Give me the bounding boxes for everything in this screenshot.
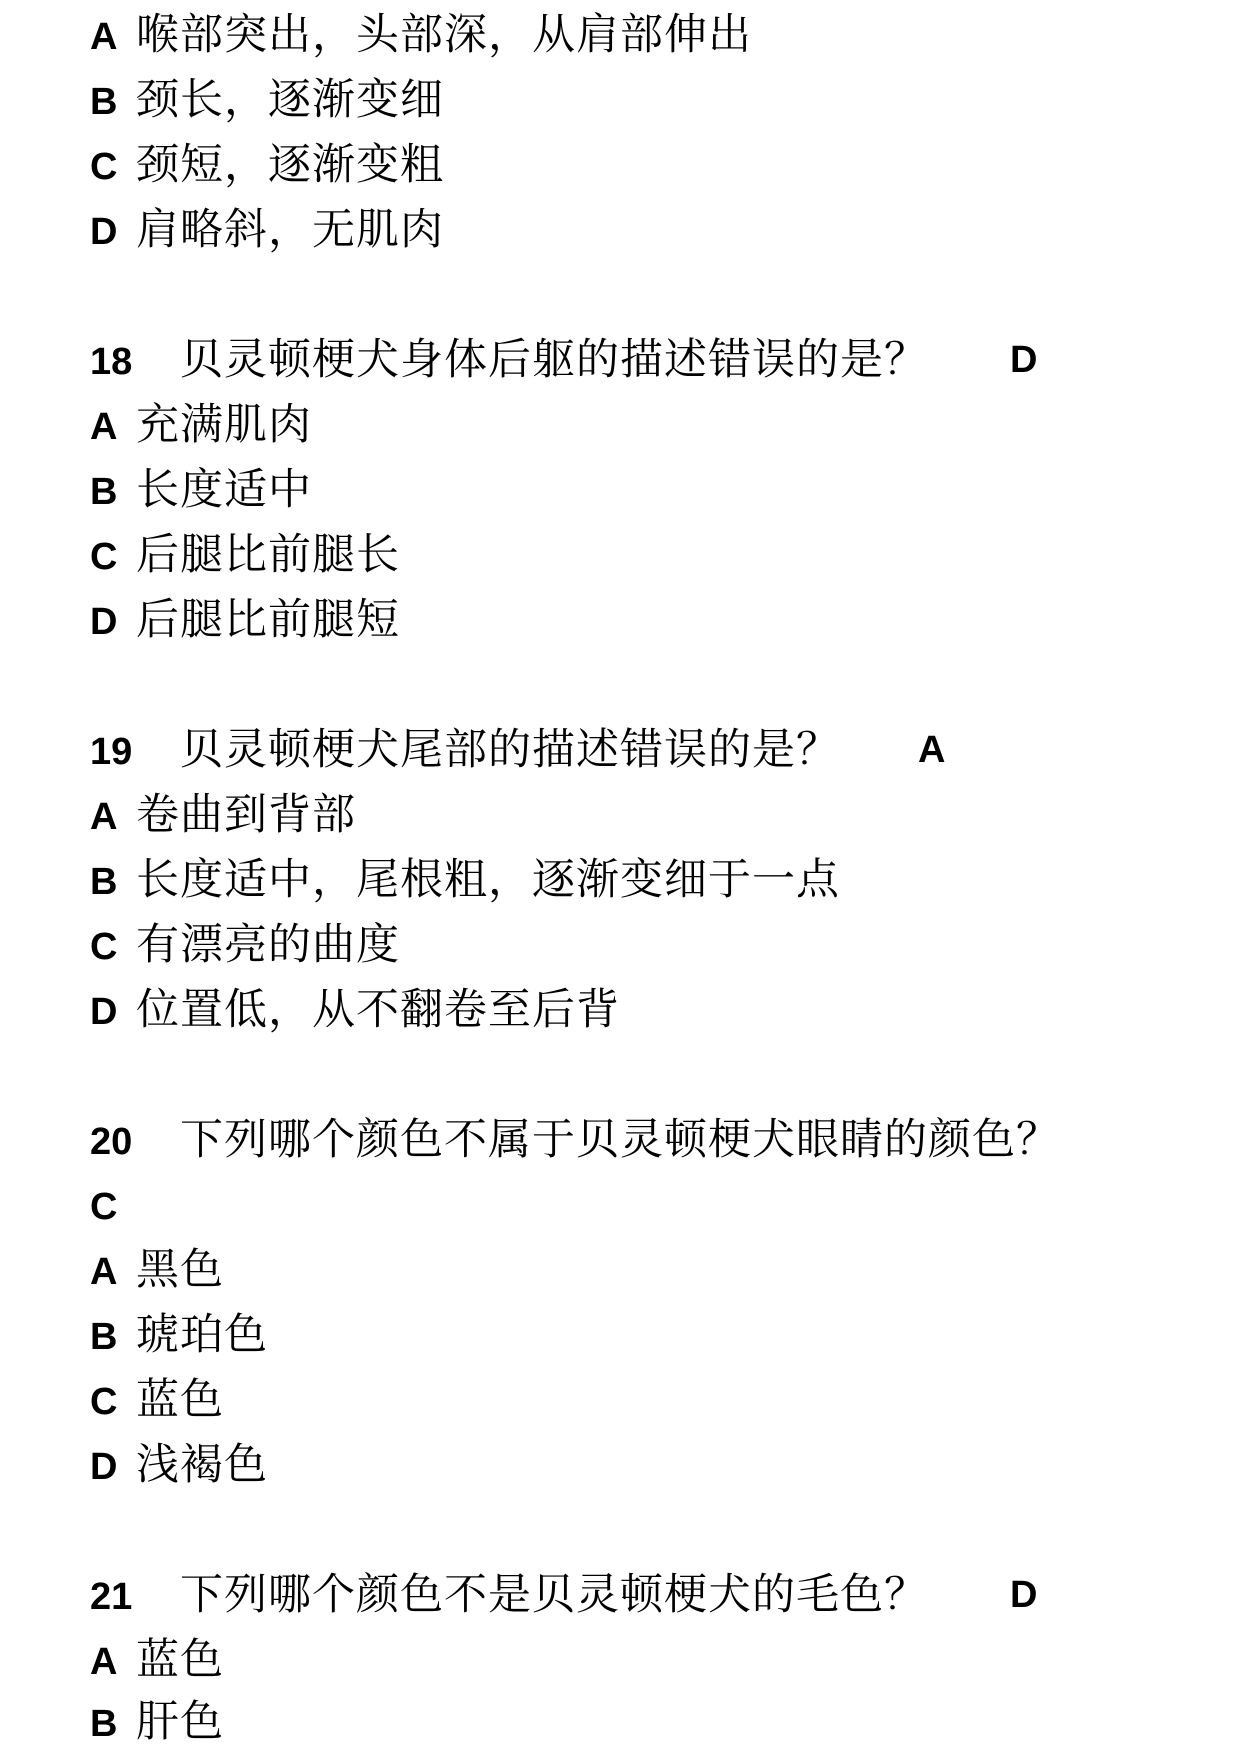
q19-option-a (90, 785, 356, 845)
answer-key: D (1010, 1574, 1038, 1616)
option-letter: D (90, 991, 118, 1033)
option-text: 颈短，逐渐变粗 (136, 140, 444, 190)
option-text: 后腿比前腿短 (136, 595, 400, 645)
option-text: 长度适中，尾根粗，逐渐变细于一点 (136, 855, 840, 905)
option-letter: B (90, 81, 118, 123)
question-number: 21 (90, 1576, 133, 1618)
q20-question (90, 1110, 1060, 1170)
option-letter: D (90, 1446, 118, 1488)
option-letter: A (90, 16, 118, 58)
option-text: 浅褐色 (136, 1440, 268, 1490)
option-text: 琥珀色 (136, 1310, 268, 1360)
q18-option-c (90, 525, 400, 585)
option-letter: A (90, 406, 118, 448)
option-letter: A (90, 1641, 118, 1683)
q17-option-d (90, 200, 444, 260)
option-letter: C (90, 146, 118, 188)
q17-option-a (90, 5, 752, 65)
q20-option-a (90, 1240, 224, 1300)
q20-option-d (90, 1435, 268, 1495)
q21-option-b (90, 1692, 224, 1752)
question-text: 下列哪个颜色不属于贝灵顿梗犬眼睛的颜色？ (180, 1115, 1060, 1165)
option-letter: B (90, 861, 118, 903)
option-letter: C (90, 926, 118, 968)
option-text: 蓝色 (136, 1375, 224, 1425)
q20-answer-line (90, 1175, 136, 1235)
question-text: 下列哪个颜色不是贝灵顿梗犬的毛色？ (180, 1570, 928, 1620)
question-text: 贝灵顿梗犬尾部的描述错误的是？ (180, 725, 840, 775)
q19-option-b (90, 850, 840, 910)
option-text: 后腿比前腿长 (136, 530, 400, 580)
q17-option-c (90, 135, 444, 195)
option-letter: B (90, 1703, 118, 1745)
question-text: 贝灵顿梗犬身体后躯的描述错误的是？ (180, 335, 928, 385)
question-number: 20 (90, 1121, 133, 1163)
question-number: 18 (90, 341, 133, 383)
option-letter: B (90, 471, 118, 513)
q19-option-d (90, 980, 620, 1040)
option-text: 蓝色 (136, 1635, 224, 1685)
option-text: 黑色 (136, 1245, 224, 1295)
q17-option-b (90, 70, 444, 130)
option-text: 充满肌肉 (136, 400, 312, 450)
q18-option-d (90, 590, 400, 650)
q19-question (90, 720, 1090, 780)
option-letter: C (90, 536, 118, 578)
option-letter: A (90, 796, 118, 838)
option-text: 喉部突出，头部深，从肩部伸出 (136, 10, 752, 60)
q20-option-b (90, 1305, 268, 1365)
option-text: 颈长，逐渐变细 (136, 75, 444, 125)
q18-option-b (90, 460, 312, 520)
option-letter: D (90, 601, 118, 643)
q21-question (90, 1565, 1090, 1625)
option-text: 卷曲到背部 (136, 790, 356, 840)
answer-key: C (90, 1186, 118, 1228)
option-text: 长度适中 (136, 465, 312, 515)
question-number: 19 (90, 731, 133, 773)
option-text: 有漂亮的曲度 (136, 920, 400, 970)
answer-key: D (1010, 339, 1038, 381)
option-text: 位置低，从不翻卷至后背 (136, 985, 620, 1035)
q18-question (90, 330, 1090, 390)
option-text: 肝色 (136, 1697, 224, 1747)
answer-key: A (918, 729, 946, 771)
q21-option-a (90, 1630, 224, 1690)
option-letter: A (90, 1251, 118, 1293)
option-letter: C (90, 1381, 118, 1423)
q20-option-c (90, 1370, 224, 1430)
q18-option-a (90, 395, 312, 455)
option-letter: B (90, 1316, 118, 1358)
q19-option-c (90, 915, 400, 975)
option-text: 肩略斜，无肌肉 (136, 205, 444, 255)
option-letter: D (90, 211, 118, 253)
